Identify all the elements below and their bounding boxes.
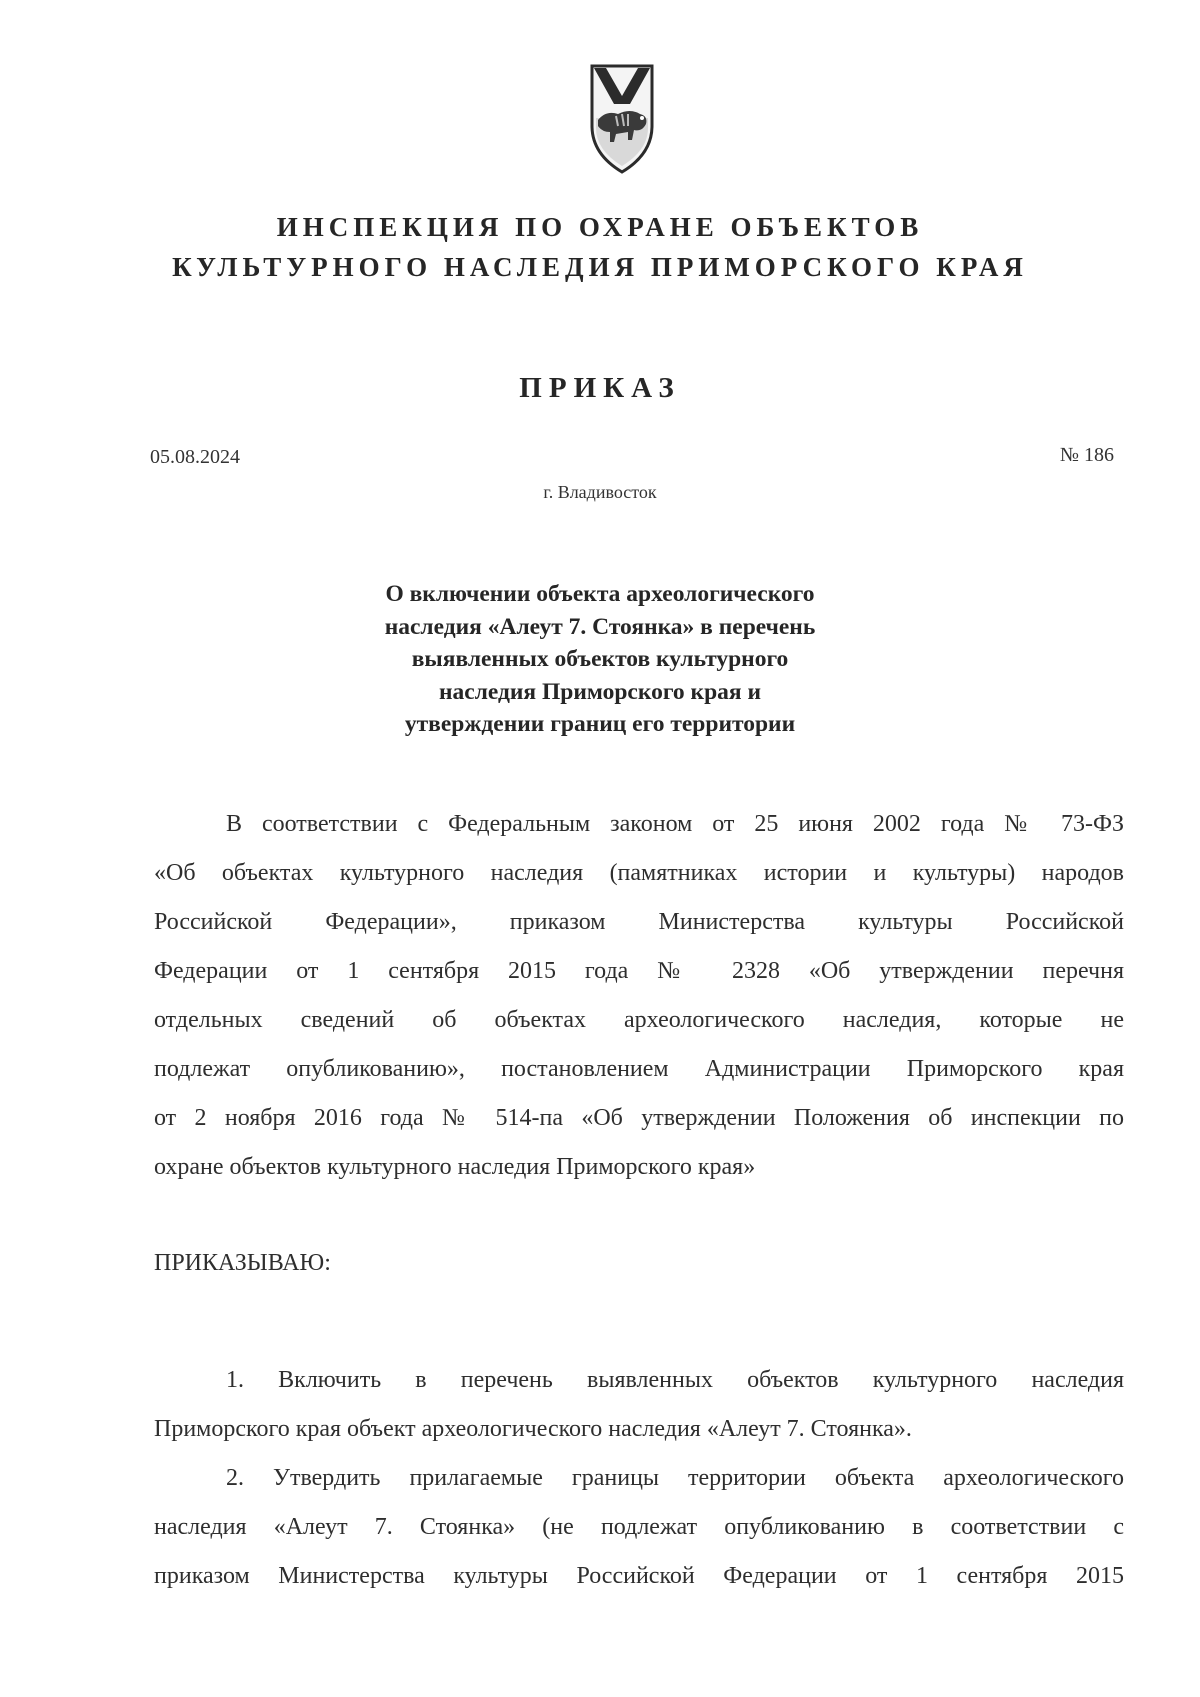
org-title-line-1: ИНСПЕКЦИЯ ПО ОХРАНЕ ОБЪЕКТОВ <box>276 212 924 242</box>
subject-line: наследия «Алеут 7. Стоянка» в перечень <box>384 613 816 640</box>
preamble-line: подлежат опубликованию», постановлением Администрации Приморского края <box>154 1056 1124 1082</box>
document-date: 05.08.2024 <box>150 446 240 468</box>
preamble-line: от 2 ноября 2016 года № 514-па «Об утверждении Положения об инспекции по <box>154 1105 1124 1131</box>
orders-word: ПРИКАЗЫВАЮ: <box>154 1250 331 1276</box>
preamble-line: Федерации от 1 сентября 2015 года № 2328 «Об утверждении перечня <box>154 958 1124 984</box>
subject-line: утверждении границ его территории <box>404 711 796 737</box>
document-city: г. Владивосток <box>543 482 657 502</box>
preamble-line: Российской Федерации», приказом Министерства культуры Российской <box>154 909 1124 935</box>
org-title-line-2: КУЛЬТУРНОГО НАСЛЕДИЯ ПРИМОРСКОГО КРАЯ <box>172 252 1028 282</box>
preamble-line: «Об объектах культурного наследия (памятниках истории и культуры) народов <box>154 860 1124 886</box>
order-item-1 <box>154 1356 1124 1454</box>
document-subject <box>300 578 900 741</box>
subject-line: О включении объекта археологического <box>385 581 815 607</box>
item-line: 1. Включить в перечень выявленных объектов культурного наследия <box>226 1367 1124 1393</box>
preamble-line: В соответствии с Федеральным законом от 25 июня 2002 года № 73-ФЗ <box>226 811 1124 837</box>
preamble-line: отдельных сведений об объектах археологического наследия, которые не <box>154 1007 1124 1033</box>
order-item-2 <box>154 1454 1124 1601</box>
item-line: Приморского края объект археологического наследия «Алеут 7. Стоянка». <box>154 1416 912 1442</box>
item-line: наследия «Алеут 7. Стоянка» (не подлежат опубликованию в соответствии с <box>154 1514 1124 1540</box>
subject-line: выявленных объектов культурного <box>411 646 789 672</box>
item-line: 2. Утвердить прилагаемые границы территории объекта археологического <box>226 1465 1124 1491</box>
preamble-paragraph <box>154 800 1124 1192</box>
preamble-line: охране объектов культурного наследия Приморского края» <box>154 1154 756 1180</box>
coat-of-arms-emblem <box>586 62 658 178</box>
document-number: № 186 <box>1059 444 1114 466</box>
item-line: приказом Министерства культуры Российской Федерации от 1 сентября 2015 <box>154 1563 1124 1589</box>
document-type-title: ПРИКАЗ <box>519 372 681 404</box>
subject-line: наследия Приморского края и <box>438 678 762 705</box>
